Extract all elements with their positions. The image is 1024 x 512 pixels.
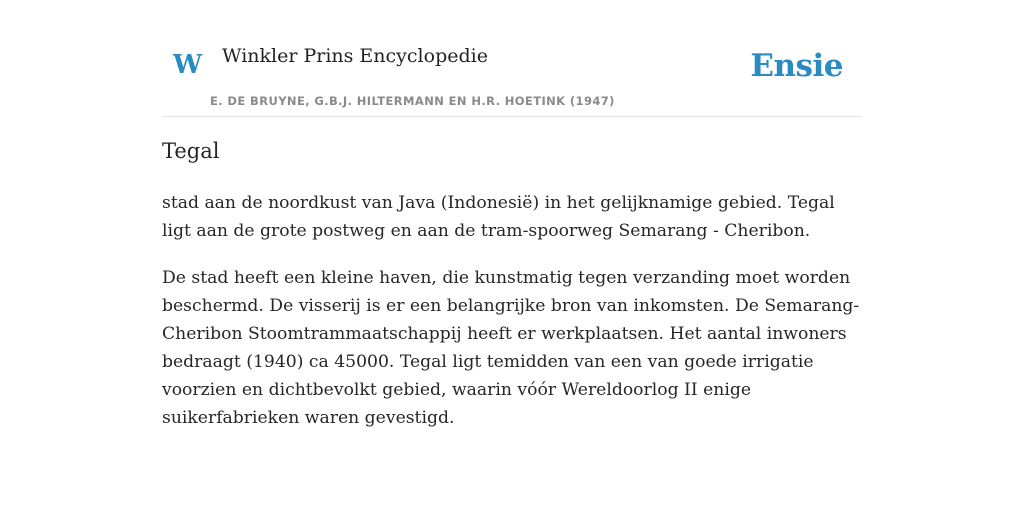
- book-title[interactable]: Winkler Prins Encyclopedie: [222, 45, 488, 67]
- ensie-brand-logo[interactable]: Ensie: [750, 48, 843, 84]
- authors-line: E. DE BRUYNE, G.B.J. HILTERMANN EN H.R. HOETINK (1947): [210, 94, 615, 108]
- header: [162, 0, 862, 117]
- encyclopedia-logo[interactable]: W: [173, 50, 203, 80]
- entry-title: Tegal: [162, 139, 220, 163]
- entry-paragraph-1: stad aan de noordkust van Java (Indonesië) in het gelijknamige gebied. Tegal ligt aan de grote postweg en aan de tram-spoorweg Semarang - Cheribon.: [162, 193, 835, 242]
- entry-paragraph-2: De stad heeft een kleine haven, die kunstmatig tegen verzanding moet worden beschermd. De visserij is er een belangrijke bron van inkomsten. De Semarang-Cheribon Stoomtrammaatschappij heeft er werkplaatsen. Het aantal inwoners bedraagt (1940) ca 45000. Tegal ligt temidden van een van goede irrigatie voorzien en dichtbevolkt gebied, waarin vóór Wereldoorlog II enige suikerfabrieken waren gevestigd.: [162, 268, 860, 429]
- article: [162, 138, 862, 451]
